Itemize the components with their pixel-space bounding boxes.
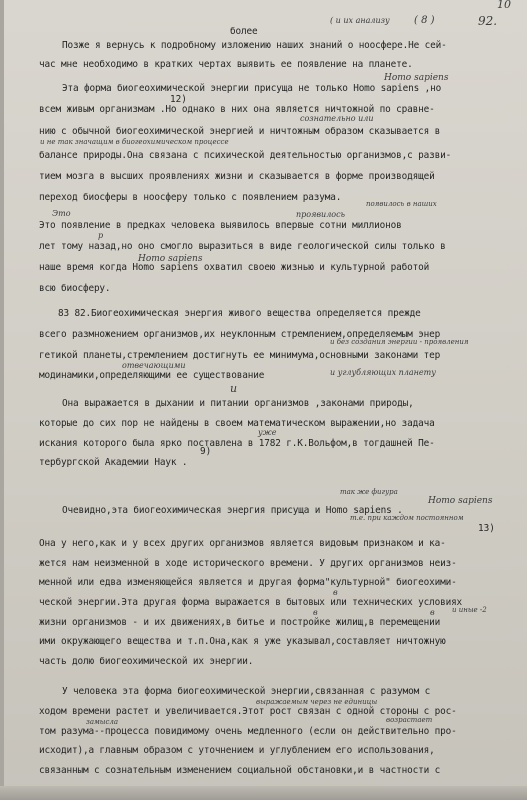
handwritten-note: появилось в наших bbox=[366, 200, 437, 208]
text-line: наше время когда Homo sapiens охватил своею жизнью и культурной работой bbox=[39, 262, 430, 273]
text-line: лет тому назад,но оно смогло выразиться в виде геологической силы только в bbox=[39, 241, 446, 252]
text-line: жется нам неизменной в ходе исторического времени. У других организмов неиз- bbox=[39, 558, 457, 569]
text-line: искания которого была ярко поставлена в 1782 г.К.Вольфом,в тогдашней Пе- bbox=[39, 438, 435, 449]
text-line: более bbox=[230, 26, 258, 37]
text-line: балансе природы.Она связана с психической деятельностью организмов,с разви- bbox=[39, 150, 452, 161]
scan-bottom-edge bbox=[0, 786, 527, 800]
handwritten-note: в bbox=[430, 608, 435, 617]
handwritten-note: и не так значащим в биогеохимическом процессе bbox=[40, 138, 229, 146]
handwritten-note: и иные -2 bbox=[452, 606, 487, 614]
text-line: Очевидно,эта биогеохимическая энергия присуща и Homo sapiens . bbox=[62, 505, 403, 516]
text-line: Позже я вернусь к подробному изложению наших знаний о ноосфере.Не сей- bbox=[62, 40, 447, 51]
text-line: 83 82.Биогеохимическая энергия живого вещества определяется прежде bbox=[58, 308, 421, 319]
handwritten-note: в bbox=[313, 608, 318, 617]
text-line: Она выражается в дыхании и питании организмов ,законами природы, bbox=[62, 398, 414, 409]
text-line: всю биосферу. bbox=[39, 283, 111, 294]
text-line: тербургской Академии Наук . bbox=[39, 457, 188, 468]
text-line: ими окружающего вещества и т.п.Она,как я уже указывал,составляет ничтожную bbox=[39, 636, 446, 647]
text-line: часть долю биогеохимической их энергии. bbox=[39, 656, 254, 667]
text-line: переход биосферы в ноосферу только с появлением разума. bbox=[39, 192, 342, 203]
corner-mark: 10 bbox=[497, 0, 511, 11]
handwritten-note: т.е. при каждом постоянном bbox=[350, 514, 464, 522]
handwritten-note: возрастает bbox=[386, 716, 433, 724]
handwritten-note: выражаемым через не единицы bbox=[256, 698, 378, 706]
handwritten-note: Homo sapiens bbox=[138, 254, 203, 264]
text-line: связанным с сознательным изменением социальной обстановки,и в частности с bbox=[39, 765, 441, 776]
text-line: исходит),а главным образом с уточнением и углублением его использования, bbox=[39, 745, 435, 756]
text-line: Она у него,как и у всех других организмов является видовым признаком и ка- bbox=[39, 538, 446, 549]
handwritten-note: уже bbox=[258, 428, 277, 437]
handwritten-note: так же фигура bbox=[340, 488, 398, 496]
page-number: 92. bbox=[478, 14, 498, 28]
text-line: Эта форма биогеохимической энергии присуща не только Homo sapiens ,но bbox=[62, 83, 442, 94]
handwritten-note: отвечающими bbox=[122, 361, 186, 370]
handwritten-note: и углубляющих планету bbox=[330, 368, 436, 377]
handwritten-note: в bbox=[333, 588, 338, 597]
text-line: том разума--процесса повидимому очень медленного (если он действительно про- bbox=[39, 726, 457, 737]
handwritten-note: сознательно или bbox=[300, 114, 374, 123]
text-line: жизни организмов - и их движениях,в битье и постройке жилищ,в перемещении bbox=[39, 617, 441, 628]
footnote-marker: 9) bbox=[200, 446, 212, 457]
text-line: модинамики,определяющими ее существование bbox=[39, 370, 265, 381]
text-line: час мне необходимо в кратких чертах выявить ее появление на планете. bbox=[39, 59, 413, 70]
handwritten-note: р bbox=[98, 231, 104, 240]
text-line: гетикой планеты,стремлением достигнуть ее минимума,основными законами тер bbox=[39, 350, 441, 361]
handwritten-note: Homo sapiens bbox=[384, 73, 449, 83]
handwritten-note: Это bbox=[52, 209, 71, 218]
handwritten-note: замысла bbox=[86, 718, 119, 726]
text-line: менной или едва изменяющейся является и другая форма"культурной" биогеохими- bbox=[39, 577, 457, 588]
text-line: У человека эта форма биогеохимической энергии,связанная с разумом с bbox=[62, 686, 431, 697]
handwritten-note: Homo sapiens bbox=[428, 496, 493, 506]
footnote-marker: 12) bbox=[170, 94, 187, 105]
handwritten-note: ( 8 ) bbox=[414, 15, 435, 26]
handwritten-note: ( и их анализу bbox=[330, 16, 390, 25]
text-line: Это появление в предках человека выявилось впервые сотни миллионов bbox=[39, 220, 402, 231]
text-line: тием мозга в высших проявлениях жизни и сказывается в форме производящей bbox=[39, 171, 435, 182]
footnote-marker: 13) bbox=[478, 523, 495, 534]
text-line: ческой энергии.Эта другая форма выражается в бытовых или технических условиях bbox=[39, 597, 463, 608]
text-line: нию с обычной биогеохимической энергией и ничтожным образом сказывается в bbox=[39, 126, 441, 137]
text-line: всего размножением организмов,их неуклонным стремлением,определяемым энер bbox=[39, 329, 441, 340]
handwritten-note: и без создания энергии - проявления bbox=[330, 338, 469, 346]
text-line: всем живым организмам .Но однако в них она является ничтожной по сравне- bbox=[39, 104, 435, 115]
handwritten-note: проявилось bbox=[296, 210, 345, 219]
page-edge bbox=[0, 0, 4, 800]
text-line: ходом времени растет и увеличивается.Этот рост связан с одной стороны с рос- bbox=[39, 706, 457, 717]
text-line: которые до сих пор не найдены в своем математическом выражении,но задача bbox=[39, 418, 435, 429]
handwritten-note: и bbox=[230, 382, 238, 395]
